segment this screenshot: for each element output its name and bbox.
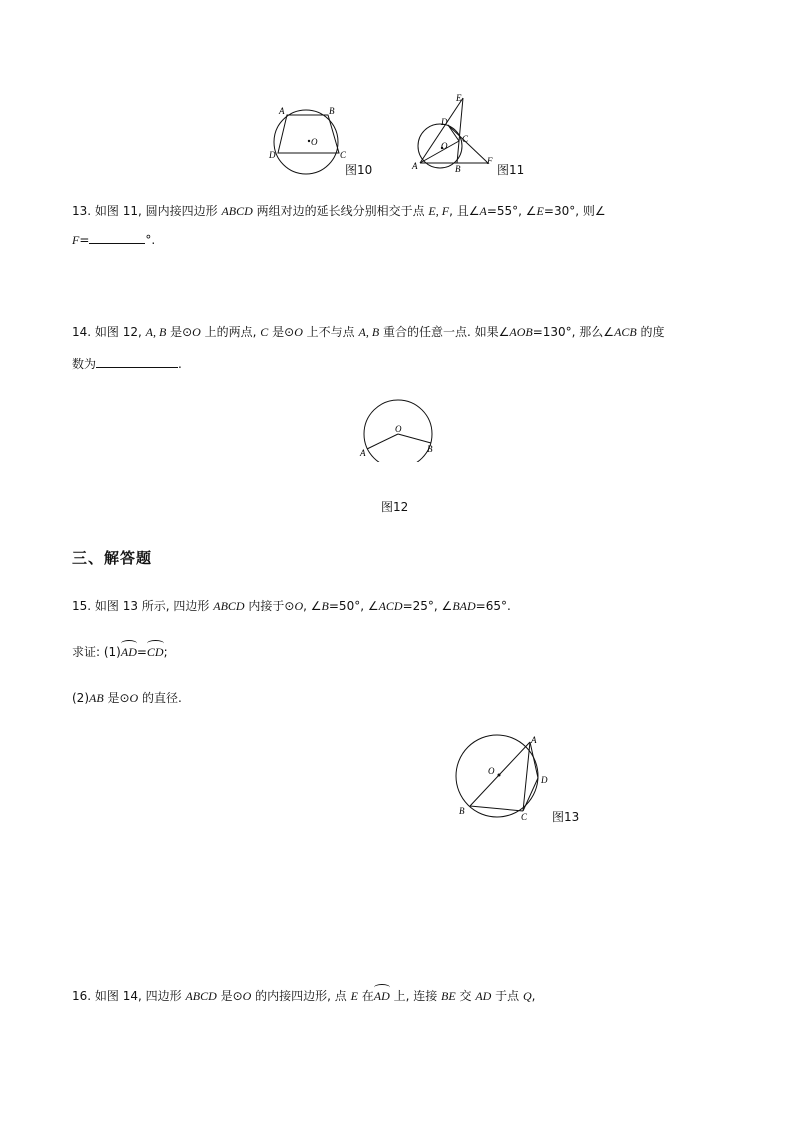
q13-line-2: F= °.: [72, 233, 156, 247]
fig13-line-bc: [470, 806, 523, 811]
section-title: 三、解答题: [72, 549, 153, 567]
fig10-center-dot: [308, 140, 310, 142]
fig10-quadrilateral: [278, 115, 339, 153]
arc-cd: CD: [146, 645, 164, 659]
q15-proof-part-1: 求证: (1)AD=CD;: [72, 645, 168, 659]
fig11-line-ae: [420, 98, 463, 163]
fig10-label-d: D: [269, 150, 276, 160]
fig11-line-eb: [457, 98, 463, 163]
q13-answer-blank[interactable]: [89, 232, 145, 244]
fig11-label-d: D: [441, 117, 448, 127]
arc-ad: AD: [120, 645, 137, 659]
fig13-caption: 图13: [552, 810, 580, 824]
fig13-line-ac: [523, 742, 530, 811]
fig12-radius-ob: [398, 434, 431, 443]
fig11-circle: [418, 124, 462, 168]
fig10-label-o: O: [311, 137, 318, 147]
fig10-label-a: A: [279, 106, 285, 116]
fig11-caption: 图11: [497, 163, 525, 177]
fig13-label-o: O: [488, 766, 495, 776]
figure-13: [448, 728, 553, 828]
fig13-center-dot: [498, 774, 501, 777]
fig12-label-o: O: [395, 424, 402, 434]
fig13-line-dc: [523, 778, 538, 811]
fig11-label-o: O: [441, 141, 448, 151]
fig12-radius-oa: [367, 434, 398, 449]
q14-line-1: 14. 如图 12, A, B 是⊙O 上的两点, C 是⊙O 上不与点 A, B 重合的任意一点. 如果∠AOB=130°, 那么∠ACB 的度: [72, 325, 665, 339]
q14-answer-blank[interactable]: [96, 356, 178, 368]
fig13-label-d: D: [541, 775, 548, 785]
q15-line-1: 15. 如图 13 所示, 四边形 ABCD 内接于⊙O, ∠B=50°, ∠ACD=25°, ∠BAD=65°.: [72, 599, 511, 613]
fig11-label-f: F: [487, 156, 493, 166]
fig11-label-e: E: [456, 93, 462, 103]
q14-line-2: 数为 .: [72, 357, 182, 371]
fig10-circle: [274, 110, 338, 174]
figure-12: [356, 396, 440, 462]
arc-ad-q16: AD: [373, 989, 390, 1003]
fig12-caption: 图12: [381, 500, 409, 514]
fig10-label-c: C: [340, 150, 346, 160]
q15-proof-part-2: (2)AB 是⊙O 的直径.: [72, 691, 182, 705]
fig10-caption: 图10: [345, 163, 373, 177]
q13-line-1: 13. 如图 11, 圆内接四边形 ABCD 两组对边的延长线分别相交于点 E, F, 且∠A=55°, ∠E=30°, 则∠: [72, 204, 606, 218]
fig11-line-ac: [420, 141, 459, 163]
fig11-label-a: A: [412, 161, 418, 171]
fig12-label-a: A: [360, 448, 366, 458]
fig13-label-a: A: [531, 735, 537, 745]
fig11-label-c: C: [462, 134, 469, 144]
figure-11: [408, 92, 498, 174]
fig13-line-ad: [530, 742, 538, 778]
fig13-label-b: B: [459, 806, 465, 816]
figure-10: [266, 100, 346, 180]
q16-line-1: 16. 如图 14, 四边形 ABCD 是⊙O 的内接四边形, 点 E 在AD 上, 连接 BE 交 AD 于点 Q,: [72, 989, 536, 1003]
fig13-label-c: C: [521, 812, 528, 822]
fig10-label-b: B: [329, 106, 335, 116]
fig12-label-b: B: [427, 444, 433, 454]
fig11-label-b: B: [455, 164, 461, 174]
